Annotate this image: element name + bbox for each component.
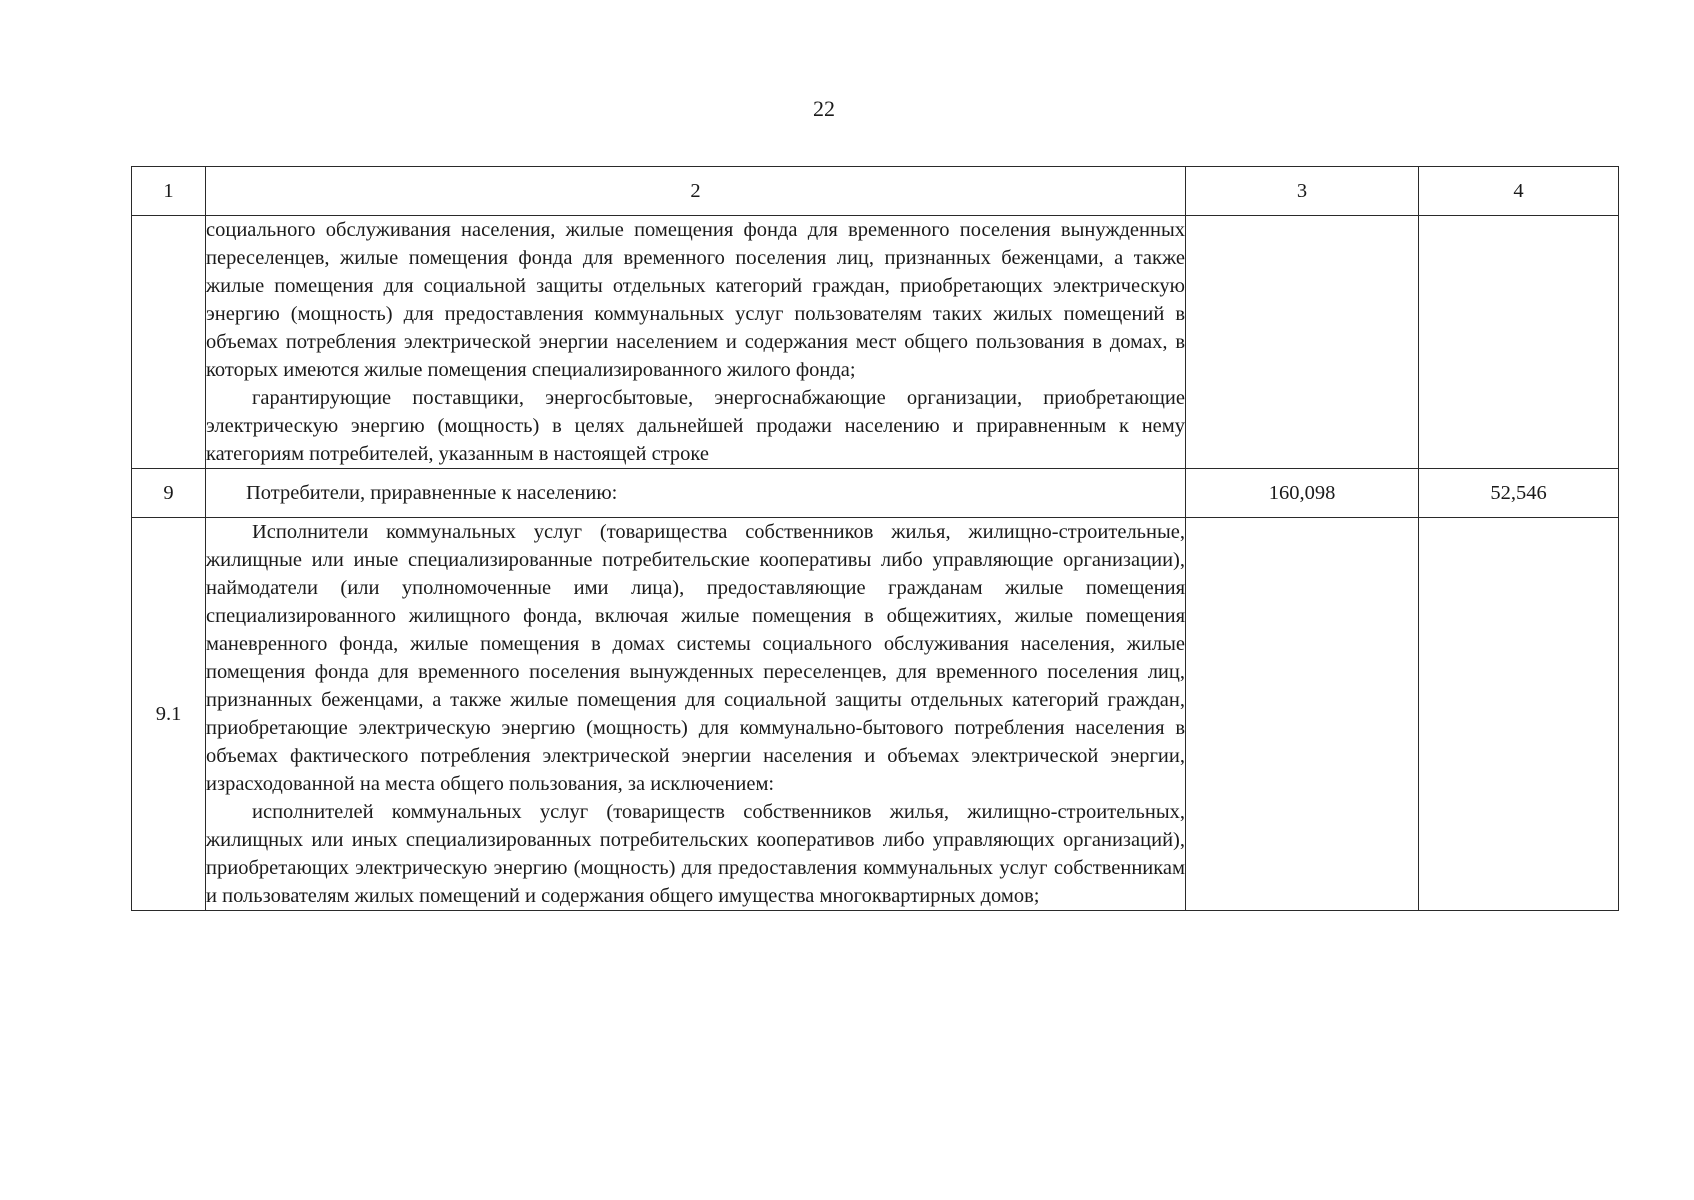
paragraph: гарантирующие поставщики, энергосбытовые, энергоснабжающие организации, приобретающие электрическую энергию (мощность) в целях дальнейшей продажи населению и приравненным к нему категориям потребителей, указанным в настоящей строке bbox=[206, 387, 1185, 465]
row-number bbox=[132, 216, 206, 469]
table-row-9 bbox=[132, 469, 1619, 518]
header-col-3: 3 bbox=[1186, 167, 1419, 216]
paragraph: социального обслуживания населения, жилые помещения фонда для временного поселения вынужденных переселенцев, жилые помещения фонда для временного поселения лиц, признанных беженцами, а также жилые помещения для социальной защиты отдельных категорий граждан, приобретающих электрическую энергию (мощность) для предоставления коммунальных услуг пользователям таких жилых помещений в объемах потребления электрической энергии населением и содержания мест общего пользования в домах, в которых имеются жилые помещения специализированного жилого фонда; bbox=[206, 219, 1185, 381]
row-number: 9 bbox=[132, 469, 206, 518]
row-value-col-3 bbox=[1186, 518, 1419, 911]
header-col-2: 2 bbox=[206, 167, 1186, 216]
page-number: 22 bbox=[813, 96, 835, 121]
table-row-continuation bbox=[132, 216, 1619, 469]
table-header-row bbox=[132, 167, 1619, 216]
header-col-1: 1 bbox=[132, 167, 206, 216]
row-value-col-3: 160,098 bbox=[1186, 469, 1419, 518]
table-row-9-1 bbox=[132, 518, 1619, 911]
paragraph: Исполнители коммунальных услуг (товарищества собственников жилья, жилищно-строительные, жилищные или иные специализированные потребительские кооперативы либо управляющие организации), наймодатели (или уполномоченные ими лица), предоставляющие гражданам жилые помещения специализированного жилищного фонда, включая жилые помещения в общежитиях, жилые помещения маневренного фонда, жилые помещения в домах системы социального обслуживания населения, жилые помещения фонда для временного поселения вынужденных переселенцев, для временного поселения лиц, признанных беженцами, а также жилые помещения для социальной защиты отдельных категорий граждан, приобретающие электрическую энергию (мощность) для коммунально-бытового потребления населения в объемах фактического потребления электрической энергии населения и объемах электрической энергии, израсходованной на места общего пользования, за исключением: bbox=[206, 521, 1185, 795]
paragraph: исполнителей коммунальных услуг (товариществ собственников жилья, жилищно-строительных, жилищных или иных специализированных потребительских кооперативов либо управляющих организаций), приобретающих электрическую энергию (мощность) для предоставления коммунальных услуг собственникам и пользователям жилых помещений и содержания общего имущества многоквартирных домов; bbox=[206, 801, 1185, 907]
row-label: Потребители, приравненные к населению: bbox=[206, 469, 1186, 518]
row-value-col-4 bbox=[1419, 216, 1619, 469]
row-description bbox=[206, 216, 1186, 469]
row-value-col-4: 52,546 bbox=[1419, 469, 1619, 518]
row-number: 9.1 bbox=[132, 518, 206, 911]
header-col-4: 4 bbox=[1419, 167, 1619, 216]
tariff-table bbox=[131, 166, 1619, 911]
row-description bbox=[206, 518, 1186, 911]
row-value-col-3 bbox=[1186, 216, 1419, 469]
row-value-col-4 bbox=[1419, 518, 1619, 911]
